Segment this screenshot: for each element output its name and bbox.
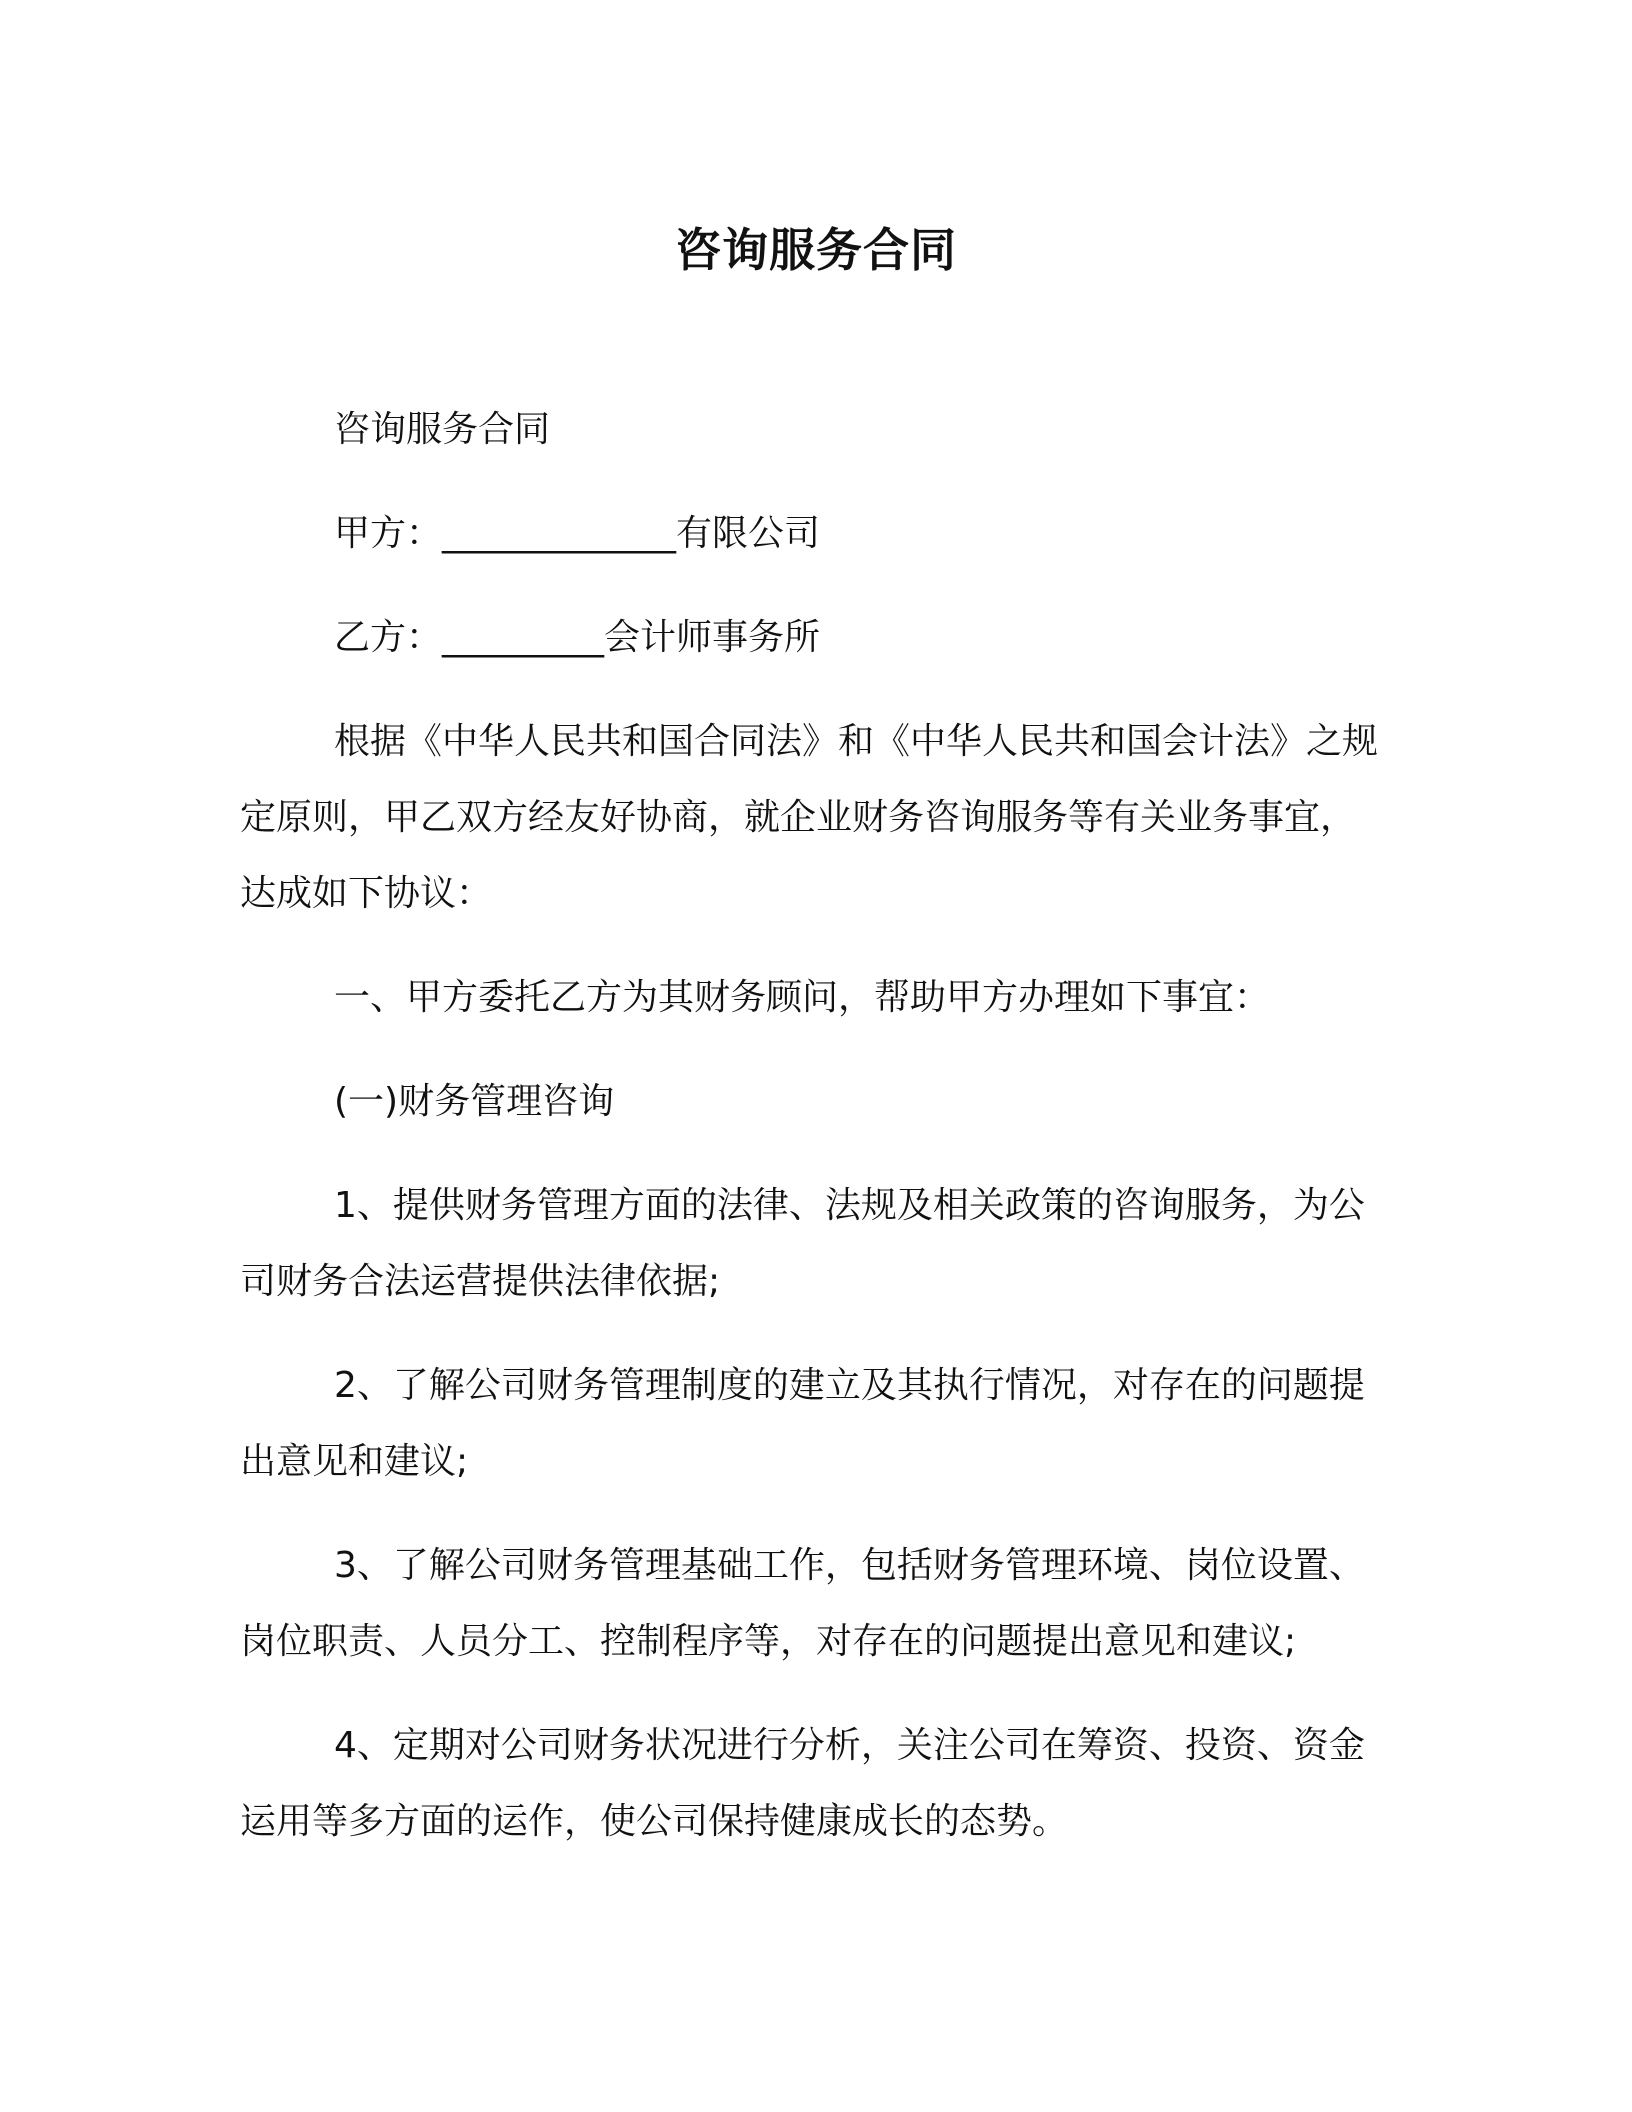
paragraph-subtitle: 咨询服务合同 <box>334 409 551 450</box>
document-title: 咨询服务合同 <box>675 223 957 277</box>
paragraph-preamble: 根据《中华人民共和国合同法》和《中华人民共和国会计法》之规定原则，甲乙双方经友好协商，就企业财务咨询服务等有关业务事宜，达成如下协议： <box>240 721 1379 914</box>
document-body <box>240 392 1390 1888</box>
paragraph-item-3: 3、了解公司财务管理基础工作，包括财务管理环境、岗位设置、岗位职责、人员分工、控制程序等，对存在的问题提出意见和建议; <box>240 1545 1365 1662</box>
paragraph-party-b: 乙方：_________会计师事务所 <box>334 617 821 658</box>
paragraph-party-a: 甲方：_____________有限公司 <box>334 513 821 554</box>
paragraph-item-2: 2、了解公司财务管理制度的建立及其执行情况，对存在的问题提出意见和建议; <box>240 1365 1365 1482</box>
paragraph-item-4: 4、定期对公司财务状况进行分析，关注公司在筹资、投资、资金运用等多方面的运作，使公司保持健康成长的态势。 <box>240 1725 1365 1842</box>
paragraph-item-1: 1、提供财务管理方面的法律、法规及相关政策的咨询服务，为公司财务合法运营提供法律依据; <box>240 1185 1365 1302</box>
paragraph-clause-1: 一、甲方委托乙方为其财务顾问，帮助甲方办理如下事宜： <box>334 977 1271 1018</box>
paragraph-section-heading: (一)财务管理咨询 <box>334 1081 615 1122</box>
